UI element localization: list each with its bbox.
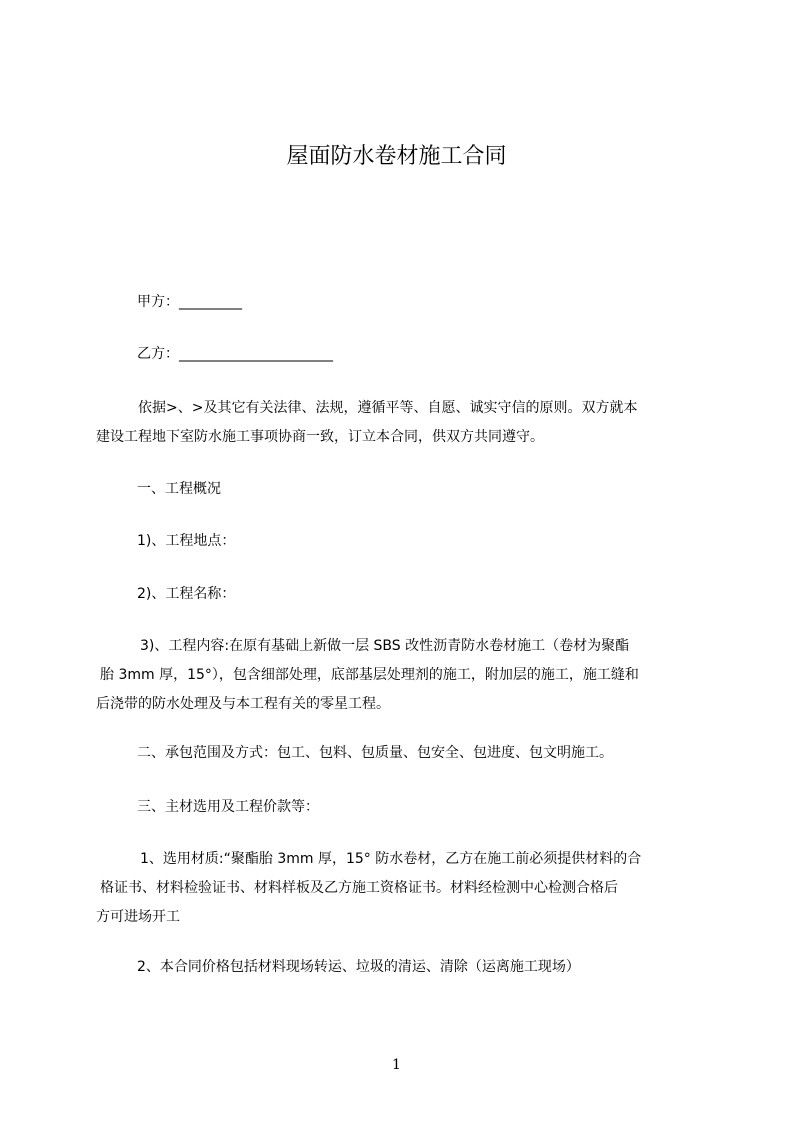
item-2-name: 2)、工程名称： [137, 586, 236, 602]
material-line-3: 方可进场开工 [96, 909, 180, 925]
item-3-line-1: 3)、工程内容:在原有基础上新做一层 SBS 改性沥青防水卷材施工（卷材为聚酯 [140, 638, 630, 654]
section-3-heading: 三、主材选用及工程价款等： [137, 799, 319, 815]
item-3-line-2: 胎 3mm 厚，15°），包含细部处理，底部基层处理剂的施工，附加层的施工，施工缝和 [100, 667, 639, 683]
material-line-1: 1、选用材质:“聚酯胎 3mm 厚，15° 防水卷材，乙方在施工前必须提供材料的合 [140, 851, 642, 867]
section-2-scope: 二、承包范围及方式：包工、包料、包质量、包安全、包进度、包文明施工。 [137, 745, 613, 761]
page-number: 1 [392, 1057, 401, 1073]
material-line-2: 格证书、材料检验证书、材料样板及乙方施工资格证书。材料经检测中心检测合格后 [100, 880, 618, 896]
document-title: 屋面防水卷材施工合同 [286, 144, 507, 169]
party-a-line: 甲方：_________ [137, 294, 242, 310]
material-paragraph [96, 845, 702, 932]
item-3-line-3: 后浇带的防水处理及与本工程有关的零星工程。 [96, 696, 390, 712]
preamble-paragraph [96, 394, 702, 452]
party-b-line: 乙方：______________________ [137, 346, 333, 362]
preamble-line-2: 建设工程地下室防水施工事项协商一致，订立本合同，供双方共同遵守。 [96, 429, 544, 445]
item-1-location: 1)、工程地点： [137, 533, 236, 549]
section-1-heading: 一、工程概况 [137, 481, 221, 497]
price-clause: 2、本合同价格包括材料现场转运、垃圾的清运、清除（运离施工现场） [137, 959, 580, 975]
preamble-line-1: 依据>、>及其它有关法律、法规，遵循平等、自愿、诚实守信的原则。双方就本 [138, 400, 638, 416]
item-3-paragraph [96, 632, 702, 719]
